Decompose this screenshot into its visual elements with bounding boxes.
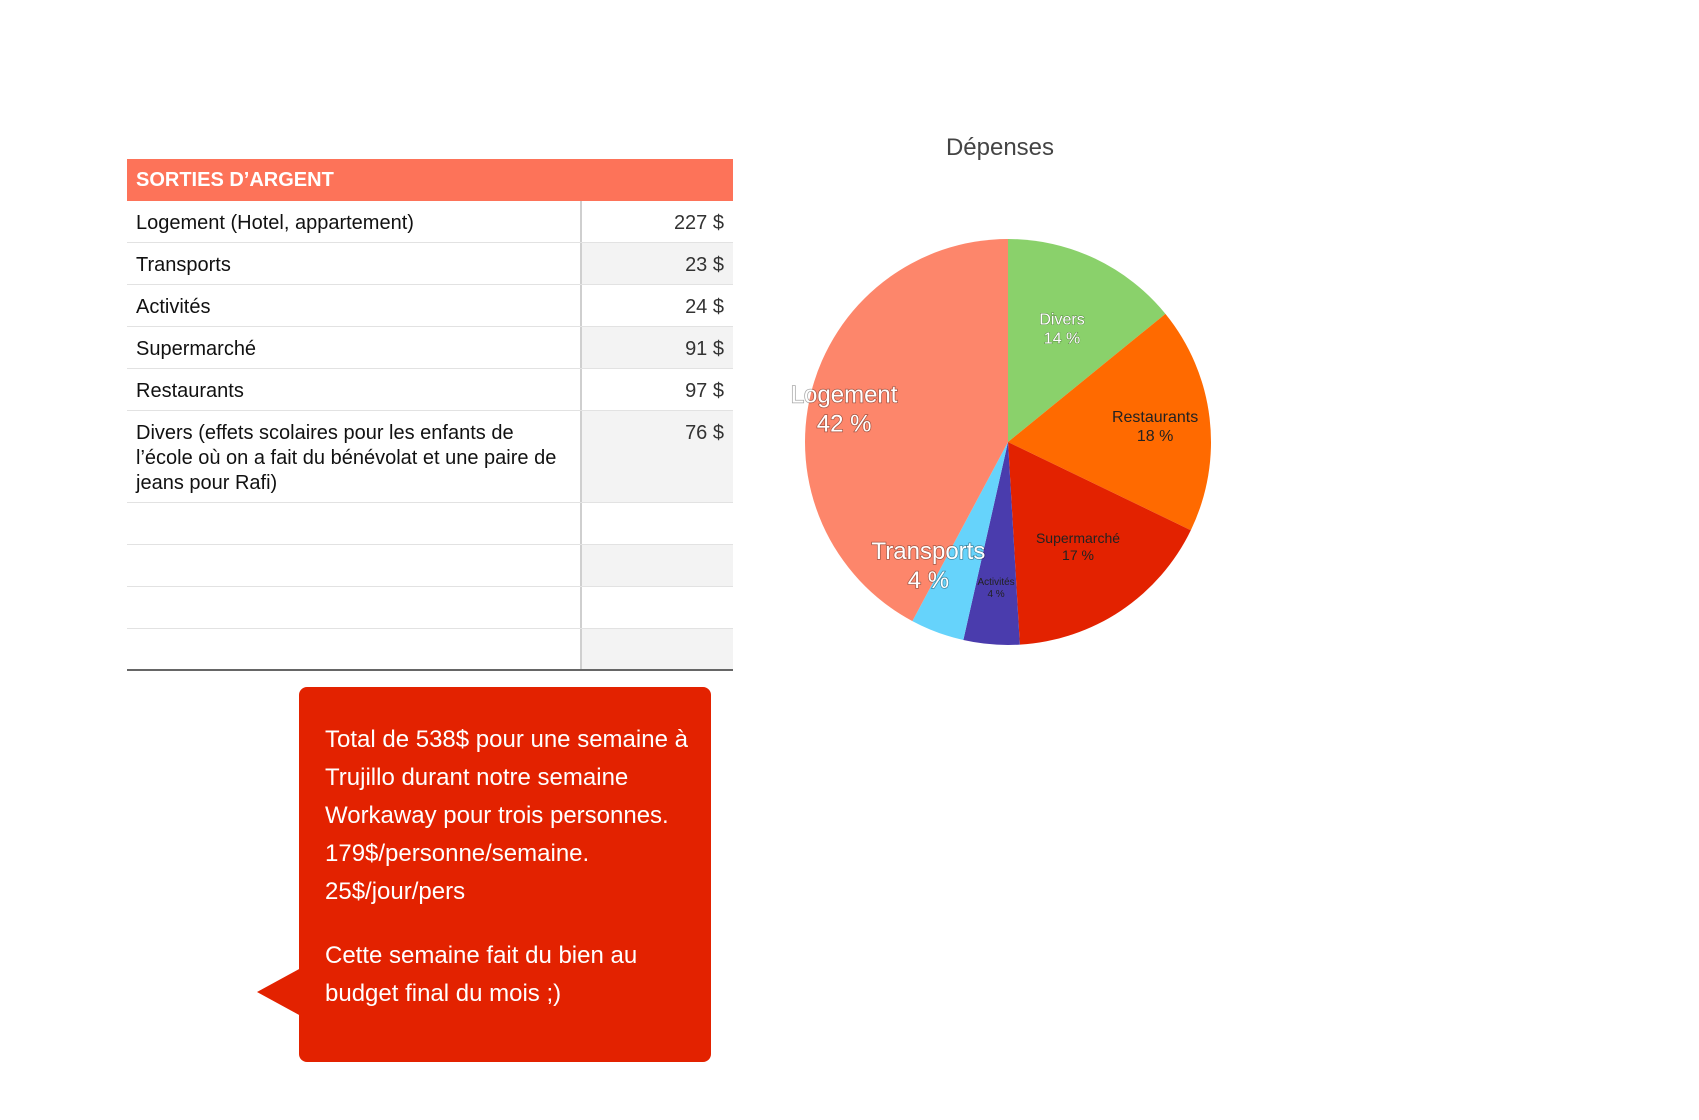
row-value: 76 $ <box>582 411 733 502</box>
row-value: 227 $ <box>673 212 724 234</box>
slice-percent: 14 % <box>1043 330 1081 348</box>
table-header: SORTIES D’ARGENT <box>127 159 733 201</box>
row-label: Activités <box>127 285 582 326</box>
row-value: 97 $ <box>685 380 724 402</box>
chart-title: Dépenses <box>945 134 1055 161</box>
slice-label: Transports <box>871 538 986 566</box>
row-label: Supermarché <box>127 327 582 368</box>
row-value: 24 $ <box>685 296 724 318</box>
slice-percent: 18 % <box>1136 428 1174 446</box>
slice-percent: 17 % <box>1062 546 1094 563</box>
callout-paragraph-1: Total de 538$ pour une semaine à Trujillo durant notre semaine Workaway pour trois personnes. 179$/personne/semaine. 25$/jour/pers <box>325 726 688 905</box>
slice-label: Restaurants <box>1111 408 1199 426</box>
slice-label: Divers <box>1039 311 1085 329</box>
slice-label: Supermarché <box>1035 530 1121 547</box>
slice-percent: 4 % <box>907 566 950 594</box>
row-value: 23 $ <box>582 243 733 284</box>
slice-label: Activités <box>977 577 1015 589</box>
callout-paragraph-2: Cette semaine fait du bien au budget final du mois ;) <box>325 942 638 1007</box>
row-label: Restaurants <box>127 369 582 410</box>
row-label: Transports <box>127 243 582 284</box>
slice-label: Logement <box>790 381 898 409</box>
slice-percent: 4 % <box>987 589 1005 601</box>
row-value: 91 $ <box>582 327 733 368</box>
slice-percent: 42 % <box>816 410 872 438</box>
row-label: Divers (effets scolaires pour les enfants de l’école où on a fait du bénévolat et une paire de jeans pour Rafi) <box>127 411 582 502</box>
row-label: Logement (Hotel, appartement) <box>127 201 582 242</box>
